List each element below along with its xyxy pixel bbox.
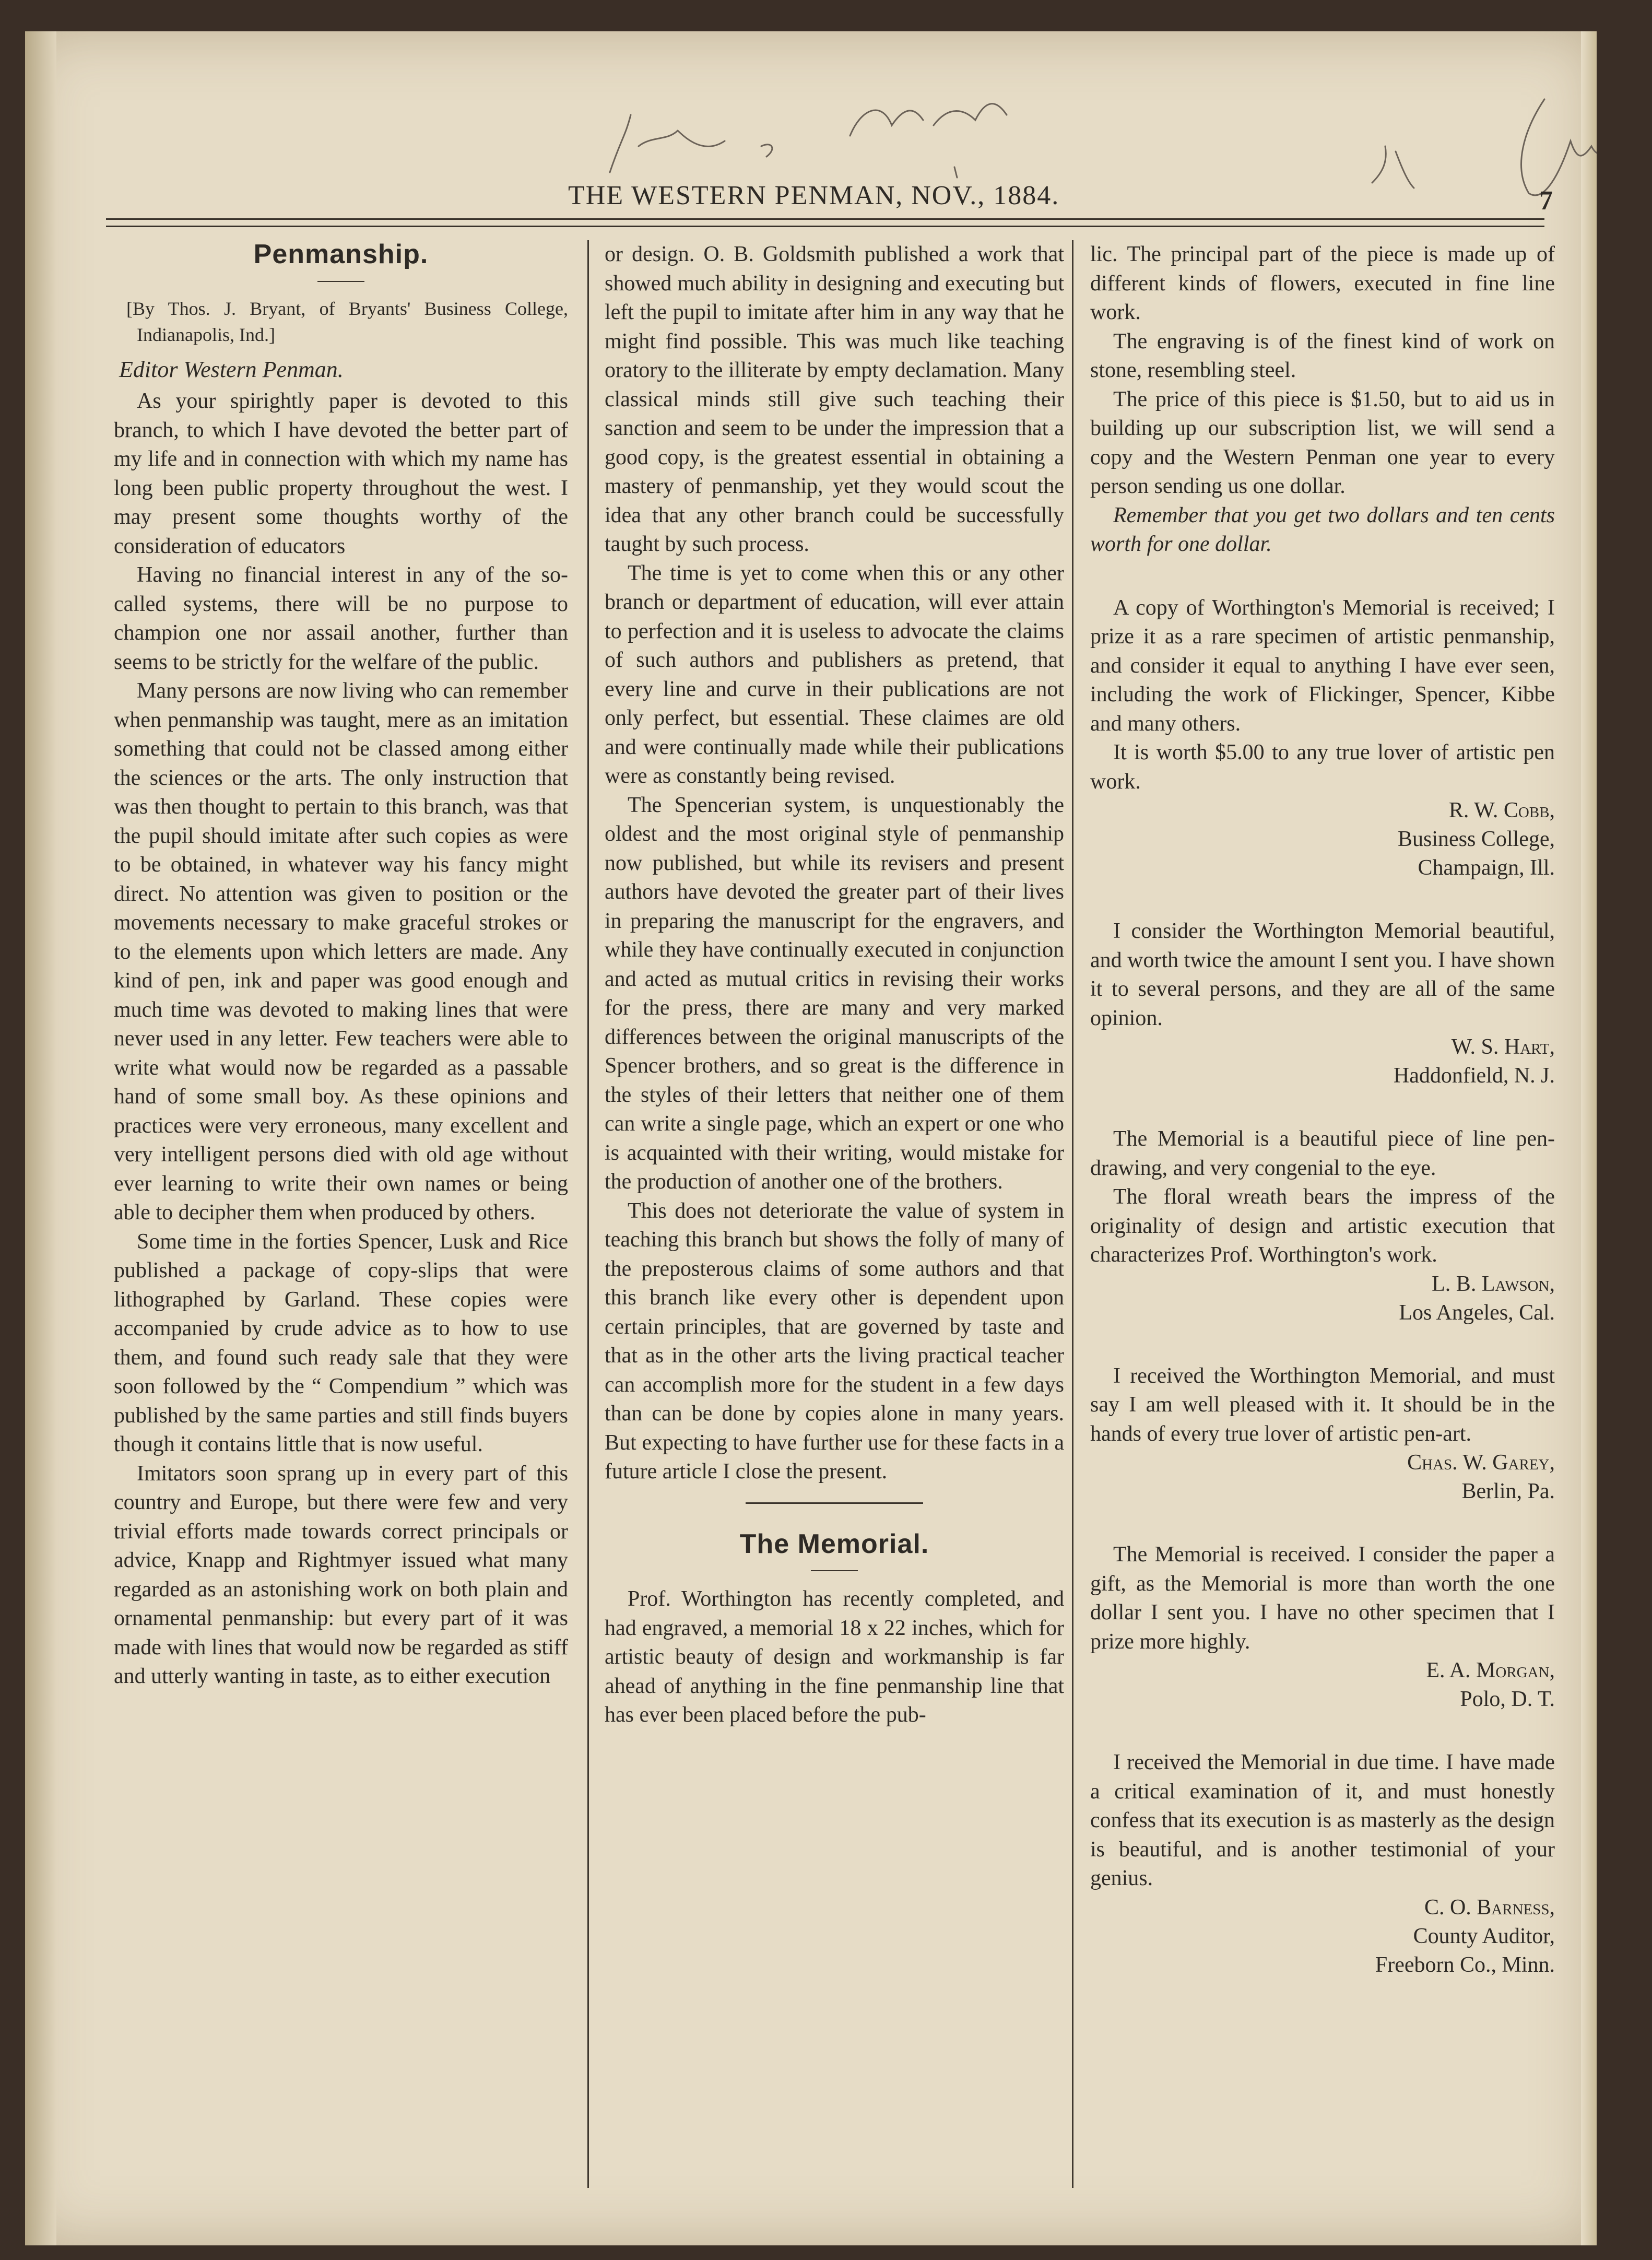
paragraph: or design. O. B. Goldsmith published a work that showed much ability in designing and executing but left the pupil to imitate after him in any way that he might find possible. This was much like teaching oratory to the illiterate by empty declamation. Many classical minds still give such teaching their sanction and seem to be under the impression that a good copy, is the greatest essential in obtaining a mastery of penmanship, yet they would scout the idea that any other branch could be successfully taught by such process. — [605, 242, 1064, 556]
masthead-title: THE WESTERN PENMAN, NOV., 1884. — [568, 181, 1060, 210]
signature-name: W. S. Hart, — [1451, 1035, 1555, 1059]
page-number: 7 — [1539, 186, 1553, 216]
column-2 — [605, 240, 1064, 2188]
article-title-memorial: The Memorial. — [739, 1528, 929, 1559]
paragraph: As your spirightly paper is devoted to this branch, to which I have devoted the better part of my life and in connection with which my name has long been public property throughout the west. I may present some thoughts worthy of the consideration of educators — [114, 389, 568, 558]
testimonial — [1090, 1748, 1555, 1980]
testimonial — [1090, 917, 1555, 1090]
paragraph: It is worth $5.00 to any true lover of artistic pen work. — [1090, 740, 1555, 794]
remember-note: Remember that you get two dollars and ten cents worth for one dollar. — [1090, 503, 1555, 556]
signature-line: Business College, — [1398, 827, 1555, 851]
article-byline: [By Thos. J. Bryant, of Bryants' Business College, Indianapolis, Ind.] — [126, 298, 568, 345]
testimonial — [1090, 1540, 1555, 1714]
paragraph: A copy of Worthington's Memorial is received; I prize it as a rare specimen of artistic penmanship, and consider it equal to anything I have ever seen, including the work of Flickinger, Spencer, Kibbe and many others. — [1090, 595, 1555, 736]
header-rule — [106, 218, 1544, 220]
paragraph: lic. The principal part of the piece is made up of different kinds of flowers, executed in fine line work. — [1090, 242, 1555, 324]
paragraph: I received the Memorial in due time. I have made a critical examination of it, and must honestly confess that its execution is as masterly as the design is beautiful, and is another testimonial of your genius. — [1090, 1750, 1555, 1890]
signature-line: Freeborn Co., Minn. — [1375, 1952, 1555, 1977]
signature-line: Polo, D. T. — [1460, 1687, 1555, 1711]
signature-line: Haddonfield, N. J. — [1393, 1064, 1555, 1088]
signature-line: Los Angeles, Cal. — [1399, 1300, 1555, 1325]
signature-name: Chas. W. Garey, — [1407, 1451, 1555, 1475]
signature-name: E. A. Morgan, — [1426, 1658, 1555, 1682]
title-rule — [317, 281, 364, 282]
signature-line: County Auditor, — [1413, 1924, 1555, 1948]
testimonial — [1090, 1362, 1555, 1506]
paragraph: The engraving is of the finest kind of work on stone, resembling steel. — [1090, 329, 1555, 382]
header-rule-double — [106, 226, 1544, 227]
salutation: Editor Western Penman. — [119, 356, 344, 382]
newspaper-page — [25, 31, 1597, 2245]
page-edge — [1581, 31, 1597, 2245]
title-rule — [811, 1570, 858, 1571]
page-gutter — [25, 31, 56, 2245]
paragraph: I consider the Worthington Memorial beautiful, and worth twice the amount I sent you. I have shown it to several persons, and they are all of the same opinion. — [1090, 919, 1555, 1030]
paragraph: Having no financial interest in any of the so-called systems, there will be no purpose to champion one nor assail another, further than seems to be strictly for the welfare of the public. — [114, 563, 568, 674]
paragraph: Prof. Worthington has recently completed, and had engraved, a memorial 18 x 22 inches, which for artistic beauty of design and workmanship is far ahead of anything in the fine penmanship line that has ever been placed before the pub- — [605, 1587, 1064, 1727]
section-rule — [746, 1502, 923, 1504]
paragraph: Many persons are now living who can remember when penmanship was taught, mere as an imitation something that could not be classed among either the sciences or the arts. The only instruction that was then thought to pertain to this branch, was that the pupil should imitate after such copies as were to be obtained, in whatever way his fancy might direct. No attention was given to position or the movements necessary to make graceful strokes or to the elements upon which letters are made. Any kind of pen, ink and paper was good enough and much time was devoted to making lines that were never used in any letter. Few teachers were able to write what would now be regarded as a passable hand of some small boy. As these opinions and practices were very erroneous, many excellent and very intelligent persons died with old age without ever learning to write their own names or being able to decipher them when produced by others. — [114, 679, 568, 1225]
paragraph: The floral wreath bears the impress of the originality of design and artistic execution that characterizes Prof. Worthington's work. — [1090, 1185, 1555, 1267]
paragraph: Imitators soon sprang up in every part of this country and Europe, but there were few and very trivial efforts made towards correct principals or advice, Knapp and Rightmyer issued what many regarded as an astonishing work on both plain and ornamental penmanship: but every part of it was made with lines that would now be regarded as stiff and utterly wanting in taste, as to either execution — [114, 1461, 568, 1688]
column-1 — [114, 240, 568, 2188]
paragraph: The price of this piece is $1.50, but to aid us in building up our subscription list, we will send a copy and the Western Penman one year to every person sending us one dollar. — [1090, 387, 1555, 498]
signature-name: C. O. Barness, — [1424, 1895, 1555, 1920]
column-divider — [1072, 240, 1073, 2188]
article-title-penmanship: Penmanship. — [253, 239, 429, 269]
masthead — [25, 157, 1597, 214]
signature-line: Berlin, Pa. — [1461, 1479, 1555, 1503]
signature-line: Champaign, Ill. — [1418, 856, 1555, 880]
signature-name: L. B. Lawson, — [1432, 1272, 1555, 1296]
column-divider — [587, 240, 589, 2188]
testimonial — [1090, 594, 1555, 883]
paragraph: The Memorial is a beautiful piece of line pen-drawing, and very congenial to the eye. — [1090, 1127, 1555, 1180]
column-3 — [1090, 240, 1555, 2188]
paragraph: I received the Worthington Memorial, and must say I am well pleased with it. It should be in the hands of every true lover of artistic pen-art. — [1090, 1363, 1555, 1446]
paragraph: The time is yet to come when this or any other branch or department of education, will ever attain to perfection and it is useless to advocate the claims of such authors and publishers as pretend, that every line and curve in their publications are not only perfect, but essential. These claimes are old and were continually made while their publications were as constantly being revised. — [605, 561, 1064, 788]
testimonial — [1090, 1125, 1555, 1327]
signature-name: R. W. Cobb, — [1448, 798, 1555, 822]
paragraph: Some time in the forties Spencer, Lusk and Rice published a package of copy-slips that were lithographed by Garland. These copies were accompanied by crude advice as to how to use them, and found such ready sale that they were soon followed by the “ Compendium ” which was published by the same parties and still finds buyers though it contains little that is now useful. — [114, 1229, 568, 1456]
paragraph: This does not deteriorate the value of system in teaching this branch but shows the folly of many of the preposterous claims of some authors and that this branch like every other is dependent upon certain principles, that are governed by taste and that as in the other arts the living practical teacher can accomplish more for the student in a few days than can be done by copies alone in many years. But expecting to have further use for these facts in a future article I close the present. — [605, 1198, 1064, 1484]
paragraph: The Memorial is received. I consider the paper a gift, as the Memorial is more than worth the one dollar I sent you. I have no other specimen that I prize more highly. — [1090, 1543, 1555, 1654]
paragraph: The Spencerian system, is unquestionably the oldest and the most original style of penmanship now published, but while its revisers and present authors have devoted the greater part of their lives in preparing the manuscript for the engravers, and while they have continually executed in conjunction and acted as mutual critics in revising their works for the press, there are many and very marked differences between the original manuscripts of the Spencer brothers, and so great is the difference in the styles of their letters that neither one of them can write a single page, which an expert or one who is acquainted with their writing, would mistake for the production of another one of the brothers. — [605, 793, 1064, 1194]
